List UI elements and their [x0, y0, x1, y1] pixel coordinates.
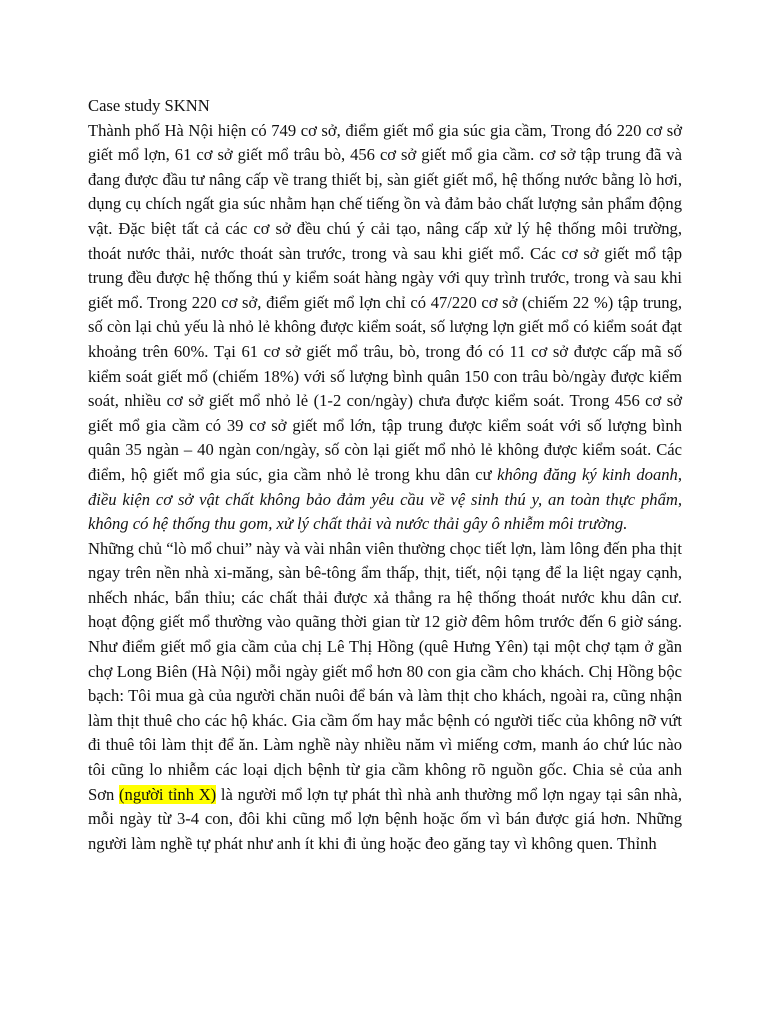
paragraph-2-tail-text: là người mổ lợn tự phát thì nhà anh thường mổ lợn ngay tại sân nhà, mỗi ngày từ 3-4 con, đôi khi cũng mổ lợn bệnh hoặc ốm vì bán được giá hơn. Những người làm nghề tự phát như anh ít khi đi ủng hoặc đeo găng tay vì không quen. Thỉnh: [88, 784, 682, 853]
paragraph-2-text: Những chủ “lò mổ chui” này và vài nhân viên thường chọc tiết lợn, làm lông đến pha thịt ngay trên nền nhà xi-măng, sàn bê-tông ẩm thấp, thịt, tiết, nội tạng để la liệt ngay cạnh, nhếch nhác, bẩn thỉu; các chất thải được xả thẳng ra hệ thống thoát nước khu dân cư. hoạt động giết mổ thường vào quãng thời gian từ 12 giờ đêm hôm trước đến 6 giờ sáng. Như điểm giết mổ gia cầm của chị Lê Thị Hồng (quê Hưng Yên) tại một chợ tạm ở gần chợ Long Biên (Hà Nội) mỗi ngày giết mổ hơn 80 con gia cầm cho khách. Chị Hồng bộc bạch: Tôi mua gà của người chăn nuôi để bán và làm thịt cho khách, ngoài ra, cũng nhận làm thịt thuê cho các hộ khác. Gia cầm ốm hay mắc bệnh có người tiếc của không nỡ vứt đi thuê tôi làm thịt để ăn. Làm nghề này nhiều năm vì miếng cơm, manh áo chứ lúc nào tôi cũng lo nhiễm các loại dịch bệnh từ gia cầm không rõ nguồn gốc. Chia sẻ của anh Sơn: [88, 538, 682, 804]
paragraph-1-text: Thành phố Hà Nội hiện có 749 cơ sở, điểm giết mổ gia súc gia cầm, Trong đó 220 cơ sở giết mổ lợn, 61 cơ sở giết mổ trâu bò, 456 cơ sở giết mổ gia cầm. cơ sở tập trung đã và đang được đầu tư nâng cấp về trang thiết bị, sàn giết giết mổ, hệ thống nước bằng lò hơi, dụng cụ chích ngất gia súc nhằm hạn chế tiếng ồn và đảm bảo chất lượng sản phẩm động vật. Đặc biệt tất cả các cơ sở đều chú ý cải tạo, nâng cấp xử lý hệ thống môi trường, thoát nước thải, nước thoát sàn trước, trong và sau khi giết mổ. Các cơ sở giết mổ tập trung đều được hệ thống thú y kiểm soát hàng ngày với quy trình trước, trong và sau khi giết mổ. Trong 220 cơ sở, điểm giết mổ lợn chỉ có 47/220 cơ sở (chiếm 22 %) tập trung, số còn lại chủ yếu là nhỏ lẻ không được kiểm soát, số lượng lợn giết mổ có kiểm soát đạt khoảng trên 60%. Tại 61 cơ sở giết mổ trâu, bò, trong đó có 11 cơ sở được cấp mã số kiểm soát giết mổ (chiếm 18%) với số lượng bình quân 150 con trâu bò/ngày được kiểm soát, nhiều cơ sở giết mổ nhỏ lẻ (1-2 con/ngày) chưa được kiểm soát. Trong 456 cơ sở giết mổ gia cầm có 39 cơ sở giết mổ lớn, tập trung được kiểm soát với số lượng bình quân 35 ngàn – 40 ngàn con/ngày, số còn lại giết mổ nhỏ lẻ không được kiểm soát. Các điểm, hộ giết mổ gia súc, gia cầm nhỏ lẻ trong khu dân cư: [88, 120, 682, 484]
document-page: [88, 94, 682, 856]
document-title: Case study SKNN: [88, 96, 210, 115]
paragraph-1: [88, 119, 682, 537]
paragraph-1-italic-text: không đăng ký kinh doanh, điều kiện cơ sở vật chất không bảo đảm yêu cầu về vệ sinh thú y, an toàn thực phẩm, không có hệ thống thu gom, xử lý chất thải và nước thải gây ô nhiễm môi trường.: [88, 464, 682, 534]
paragraph-2: [88, 537, 682, 857]
highlighted-text: (người tỉnh X): [119, 784, 217, 804]
